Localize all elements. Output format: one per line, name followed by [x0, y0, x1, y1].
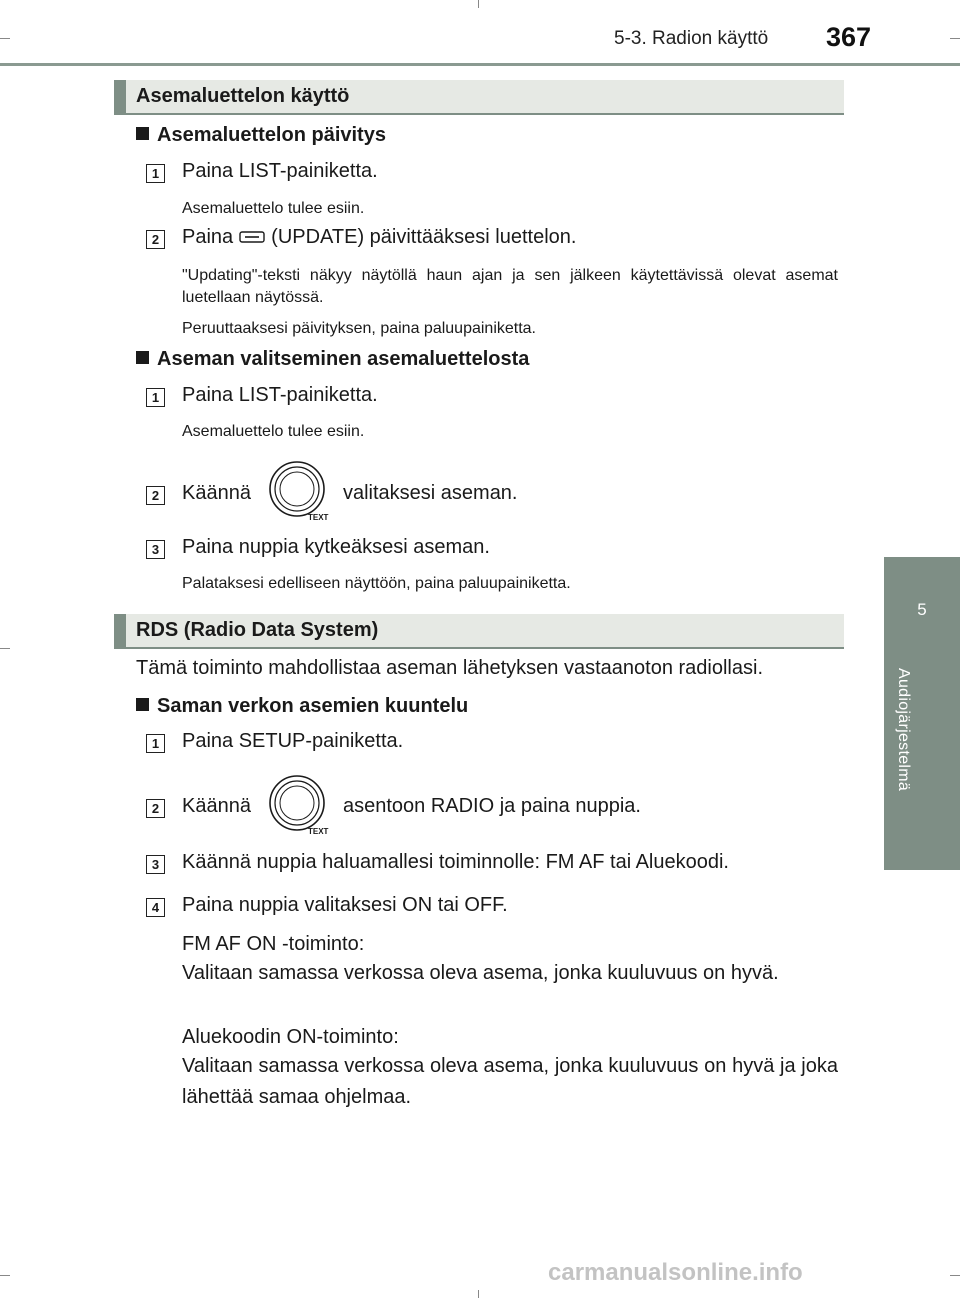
step-text-pre: Käännä	[182, 795, 251, 817]
crop-mark	[0, 648, 10, 649]
option-description: Valitaan samassa verkossa oleva asema, jonka kuuluvuus on hyvä.	[182, 962, 779, 984]
step-text-pre: Käännä	[182, 482, 251, 504]
tune-knob-icon	[268, 460, 330, 522]
subheading-same-network	[136, 695, 468, 718]
step-text: Paina nuppia kytkeäksesi aseman.	[182, 536, 490, 558]
step-note: Peruuttaaksesi päivityksen, paina paluupainiketta.	[182, 320, 536, 337]
section-title-station-list: Asemaluettelon käyttö	[114, 80, 844, 115]
subheading-text: Aseman valitseminen asemaluettelosta	[157, 348, 530, 370]
section-header: 5-3. Radion käyttö	[614, 28, 769, 49]
subheading-list-update	[136, 124, 386, 147]
step-number-box: 2	[146, 230, 165, 249]
square-bullet-icon	[136, 351, 149, 364]
step-text: Paina SETUP-painiketta.	[182, 730, 404, 752]
square-bullet-icon	[136, 698, 149, 711]
option-description: Valitaan samassa verkossa oleva asema, jonka kuuluvuus on hyvä ja joka lähettää samaa ohjelmaa.	[182, 1055, 838, 1108]
subheading-select-station	[136, 348, 529, 371]
section-title-rds: RDS (Radio Data System)	[114, 614, 844, 649]
step-text-post: valitaksesi aseman.	[342, 482, 518, 504]
step-text	[182, 795, 641, 818]
step-text-pre: Paina	[182, 226, 234, 248]
step-text	[182, 482, 518, 505]
step-text	[182, 226, 576, 249]
step-text: Paina LIST-painiketta.	[182, 160, 378, 182]
crop-mark	[478, 0, 479, 8]
step-number-box: 4	[146, 898, 165, 917]
crop-mark	[0, 38, 10, 39]
option-title: FM AF ON -toiminto:	[182, 933, 365, 955]
knob-label: TEXT	[308, 513, 329, 522]
step-text: Käännä nuppia haluamallesi toiminnolle: FM AF tai Aluekoodi.	[182, 851, 729, 873]
knob-label: TEXT	[308, 827, 329, 836]
step-text: Paina LIST-painiketta.	[182, 384, 378, 406]
tune-knob-icon	[268, 774, 330, 836]
step-number-box: 1	[146, 734, 165, 753]
update-button-icon	[239, 230, 265, 244]
crop-mark	[950, 1275, 960, 1276]
crop-mark	[950, 38, 960, 39]
step-text: Paina nuppia valitaksesi ON tai OFF.	[182, 894, 508, 916]
step-text-post: asentoon RADIO ja paina nuppia.	[342, 795, 641, 817]
step-note: Asemaluettelo tulee esiin.	[182, 200, 365, 217]
step-number-box: 3	[146, 855, 165, 874]
watermark: carmanualsonline.info	[548, 1259, 803, 1286]
chapter-label: Audiojärjestelmä	[895, 668, 912, 792]
step-number-box: 1	[146, 164, 165, 183]
step-note: Asemaluettelo tulee esiin.	[182, 423, 365, 440]
square-bullet-icon	[136, 127, 149, 140]
option-title: Aluekoodin ON-toiminto:	[182, 1026, 399, 1048]
step-number-box: 3	[146, 540, 165, 559]
step-note: Palataksesi edelliseen näyttöön, paina paluupainiketta.	[182, 575, 571, 592]
subheading-text: Saman verkon asemien kuuntelu	[157, 695, 469, 717]
step-number-box: 1	[146, 388, 165, 407]
header-rule	[0, 63, 960, 66]
chapter-number: 5	[917, 600, 927, 619]
page-number: 367	[826, 22, 872, 52]
step-text-post: (UPDATE) päivittääksesi luettelon.	[271, 226, 577, 248]
crop-mark	[0, 1275, 10, 1276]
crop-mark	[478, 1290, 479, 1298]
step-number-box: 2	[146, 486, 165, 505]
subheading-text: Asemaluettelon päivitys	[157, 124, 386, 146]
step-number-box: 2	[146, 799, 165, 818]
step-note: "Updating"-teksti näkyy näytöllä haun ajan ja sen jälkeen käytettävissä olevat asemat luetellaan näytössä.	[182, 267, 838, 306]
section-intro: Tämä toiminto mahdollistaa aseman lähetyksen vastaanoton radiollasi.	[136, 657, 764, 679]
